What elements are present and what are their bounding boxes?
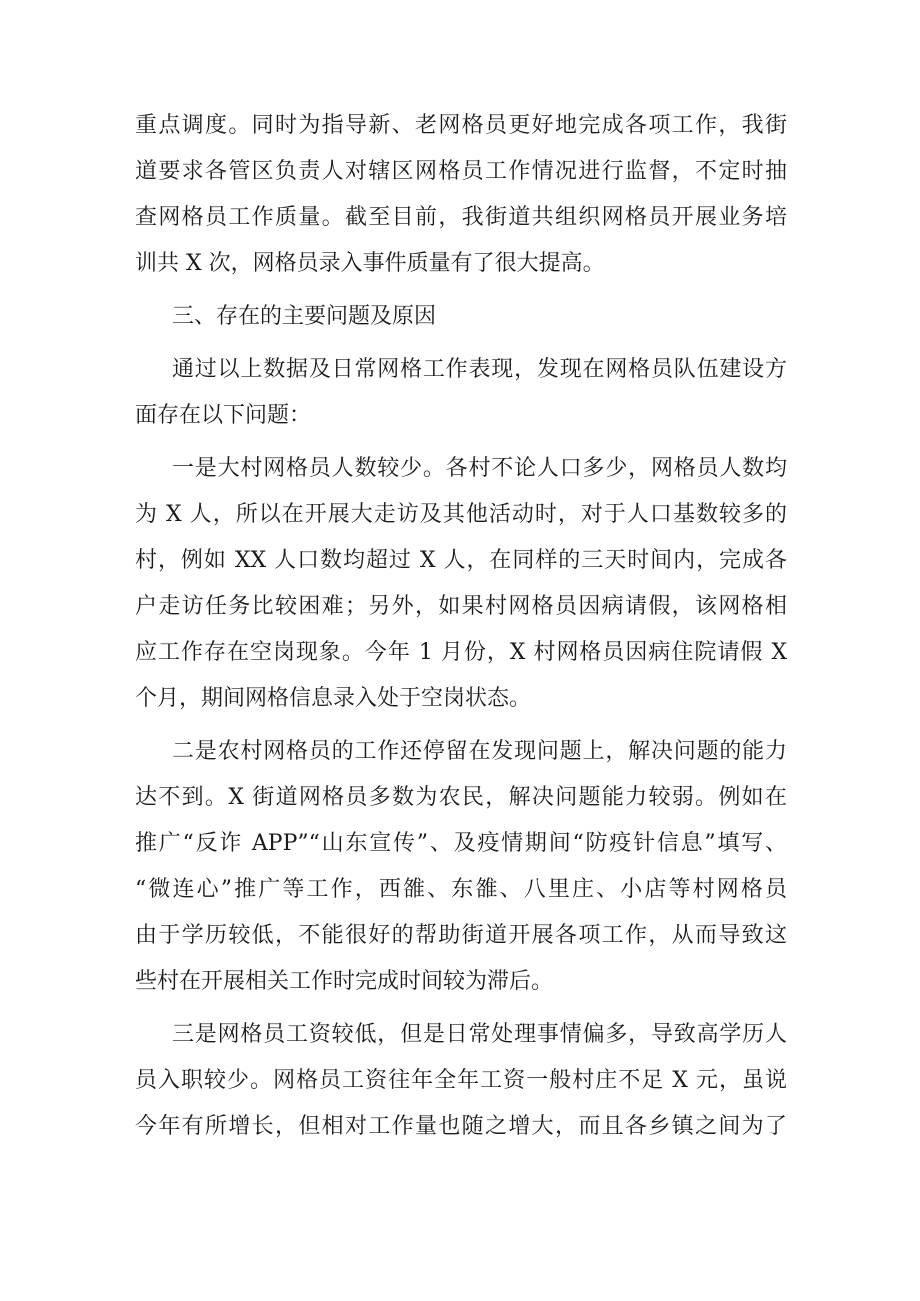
paragraph-line: 三是网格员工资较低，但是日常处理事情偏多，导致高学历人 xyxy=(172,1022,787,1047)
paragraph-line: 二是农村网格员的工作还停留在发现问题上，解决问题的能力 xyxy=(172,739,787,764)
paragraph-line: 一是大村网格员人数较少。各村不论人口多少，网格员人数均 xyxy=(172,456,787,481)
paragraph-line: 通过以上数据及日常网格工作表现，发现在网格员队伍建设方 xyxy=(172,357,787,382)
paragraph-line: 员入职较少。网格员工资往年全年工资一般村庄不足 X 元，虽说 xyxy=(135,1068,787,1093)
paragraph-line: 今年有所增长，但相对工作量也随之增大，而且各乡镇之间为了 xyxy=(135,1114,787,1139)
paragraph-line: 重点调度。同时为指导新、老网格员更好地完成各项工作，我街 xyxy=(135,113,787,138)
paragraph-line: 道要求各管区负责人对辖区网格员工作情况进行监督，不定时抽 xyxy=(135,159,787,184)
paragraph-line: 面存在以下问题： xyxy=(135,403,312,428)
paragraph-line: 查网格员工作质量。截至目前，我街道共组织网格员开展业务培 xyxy=(135,205,787,230)
paragraph-line: 户走访任务比较困难；另外，如果村网格员因病请假，该网格相 xyxy=(135,594,787,619)
paragraph-line: 达不到。X 街道网格员多数为农民，解决问题能力较弱。例如在 xyxy=(135,785,787,810)
paragraph-line: 村，例如 XX 人口数均超过 X 人，在同样的三天时间内，完成各 xyxy=(135,548,787,573)
paragraph-line: 训共 X 次，网格员录入事件质量有了很大提高。 xyxy=(135,251,605,276)
paragraph-line: 为 X 人，所以在开展大走访及其他活动时，对于人口基数较多的 xyxy=(135,502,787,527)
paragraph-line: 个月，期间网格信息录入处于空岗状态。 xyxy=(135,686,532,711)
section-heading: 三、存在的主要问题及原因 xyxy=(172,304,437,329)
paragraph-line: 由于学历较低，不能很好的帮助街道开展各项工作，从而导致这 xyxy=(135,923,787,948)
paragraph-line: “微连心”推广等工作，西雒、东雒、八里庄、小店等村网格员 xyxy=(135,877,787,902)
paragraph-line: 些村在开展相关工作时完成时间较为滞后。 xyxy=(135,969,554,994)
paragraph-line: 推广“反诈 APP”“山东宣传”、及疫情期间“防疫针信息”填写、 xyxy=(135,831,787,856)
paragraph-line: 应工作存在空岗现象。今年 1 月份，X 村网格员因病住院请假 X xyxy=(135,640,787,665)
